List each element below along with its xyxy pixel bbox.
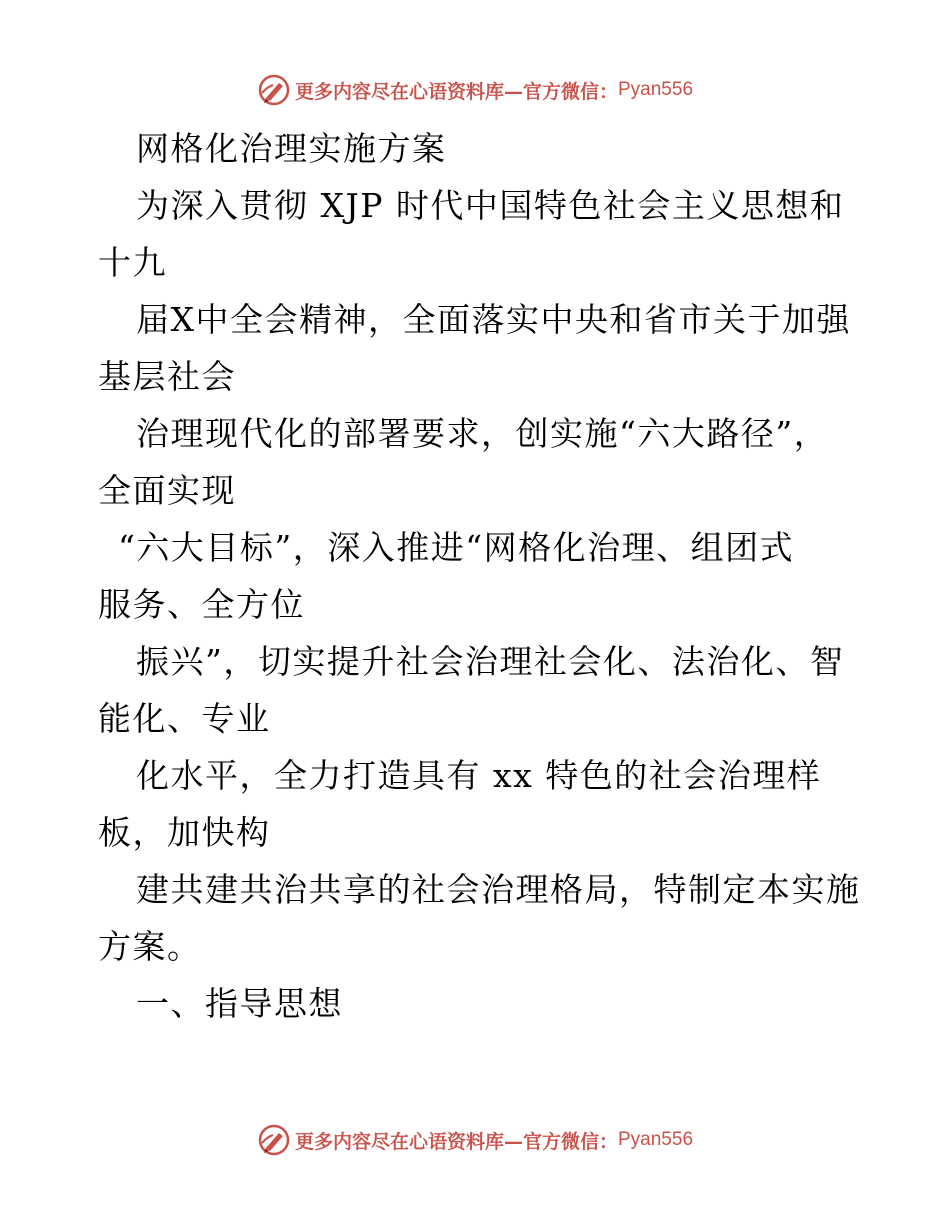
paragraph-line: 服务、全方位 [98, 585, 305, 624]
watermark-banner-top [0, 70, 950, 110]
watermark-handle: Pyan556 [618, 79, 694, 100]
paragraph-line: 为深入贯彻 XJP 时代中国特色社会主义思想和 [136, 186, 845, 225]
watermark-text: 更多内容尽在心语资料库—官方微信： [294, 80, 618, 103]
paragraph-line: 全面实现 [98, 471, 236, 510]
paragraph-line: “六大目标”，深入推进“网格化治理、组团式 [118, 528, 795, 567]
section-heading: 一、指导思想 [136, 984, 343, 1023]
paragraph-line: 基层社会 [98, 357, 236, 396]
paragraph-line: 十九 [98, 243, 167, 282]
paragraph-line: 届X中全会精神，全面落实中央和省市关于加强 [136, 300, 851, 339]
paragraph-line: 能化、专业 [98, 699, 271, 738]
watermark-text: 更多内容尽在心语资料库—官方微信： [294, 1130, 618, 1153]
pen-logo-icon [257, 1123, 291, 1157]
paragraph-line: 建共建共治共享的社会治理格局，特制定本实施 [136, 870, 861, 909]
paragraph-line: 板，加快构 [98, 813, 271, 852]
paragraph-line: 化水平，全力打造具有 xx 特色的社会治理样 [136, 756, 822, 795]
paragraph-line: 振兴”，切实提升社会治理社会化、法治化、智 [136, 642, 845, 681]
paragraph-line: 治理现代化的部署要求，创实施“六大路径”， [136, 414, 829, 453]
watermark-handle: Pyan556 [618, 1129, 694, 1150]
pen-logo-icon [257, 73, 291, 107]
document-title: 网格化治理实施方案 [136, 129, 447, 168]
watermark-banner-bottom [0, 1120, 950, 1160]
document-body [98, 120, 861, 1032]
paragraph-line: 方案。 [98, 927, 202, 966]
